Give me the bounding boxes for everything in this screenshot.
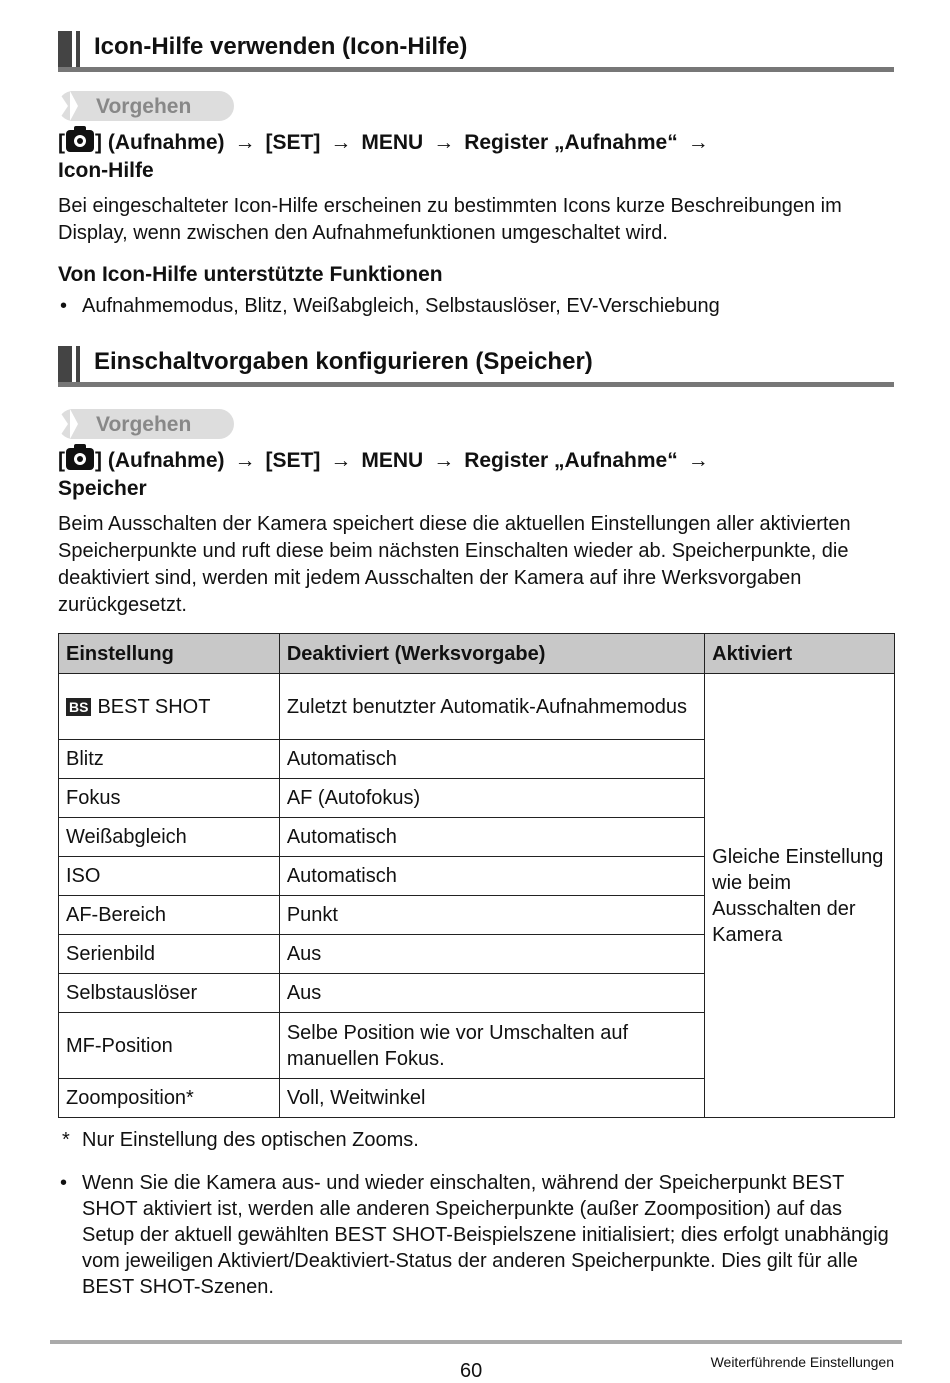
menu-path: [ ] (Aufnahme) → [SET] → MENU → Register „Aufnahme“ → Icon-Hilfe [58, 129, 719, 185]
arrow-right-icon: → [234, 131, 256, 154]
setting-cell: Blitz [59, 740, 280, 779]
path-step: (Aufnahme) [107, 449, 225, 472]
setting-cell: Serienbild [59, 935, 280, 974]
setting-cell: MF-Position [59, 1013, 280, 1079]
memory-settings-table [58, 633, 895, 1118]
heading-bar [76, 31, 80, 71]
footer-section-label: Weiterführende Einstellungen [710, 1354, 894, 1370]
heading-bar [76, 346, 80, 386]
path-step: MENU [361, 449, 424, 472]
table-header-row [59, 634, 895, 674]
setting-cell: BS BEST SHOT [59, 674, 280, 740]
heading-rule [58, 67, 894, 72]
procedure-badge [58, 91, 234, 121]
arrow-right-icon: → [330, 131, 352, 154]
section-title: Einschaltvorgaben konfigurieren (Speicher) [94, 348, 593, 375]
arrow-right-icon: → [433, 131, 455, 154]
list-item: • Aufnahmemodus, Blitz, Weißabgleich, Selbstauslöser, EV-Verschiebung [60, 295, 720, 317]
column-header: Einstellung [59, 634, 280, 674]
camera-icon [66, 130, 94, 152]
arrow-right-icon: → [330, 449, 352, 472]
setting-cell: Zoomposition* [59, 1079, 280, 1118]
setting-cell: ISO [59, 857, 280, 896]
section-title: Icon-Hilfe verwenden (Icon-Hilfe) [94, 33, 468, 60]
procedure-label: Vorgehen [96, 95, 192, 118]
asterisk-marker: * [62, 1129, 70, 1151]
bullet-icon: • [60, 295, 68, 317]
setting-cell: AF-Bereich [59, 896, 280, 935]
column-header: Deaktiviert (Werksvorgabe) [279, 634, 704, 674]
best-shot-icon: BS [66, 698, 91, 716]
setting-cell: Selbstauslöser [59, 974, 280, 1013]
camera-icon [66, 448, 94, 470]
arrow-right-icon: → [687, 131, 709, 154]
disabled-cell: Aus [279, 974, 704, 1013]
enabled-cell: Gleiche Einstellung wie beim Ausschalten der Kamera [705, 674, 895, 1118]
disabled-cell: Automatisch [279, 857, 704, 896]
footer-rule [50, 1340, 902, 1344]
column-header: Aktiviert [705, 634, 895, 674]
arrow-right-icon: → [433, 449, 455, 472]
section-heading-icon-help [58, 31, 894, 71]
path-step: Register „Aufnahme“ [464, 449, 678, 472]
arrow-right-icon: → [687, 449, 709, 472]
heading-bar [58, 31, 72, 71]
path-step: [SET] [265, 449, 321, 472]
path-step: (Aufnahme) [107, 131, 225, 154]
supported-functions-heading: Von Icon-Hilfe unterstützte Funktionen [58, 263, 443, 286]
disabled-cell: Punkt [279, 896, 704, 935]
disabled-cell: Selbe Position wie vor Umschalten auf manuellen Fokus. [279, 1013, 704, 1079]
procedure-badge [58, 409, 234, 439]
arrow-right-icon: → [234, 449, 256, 472]
path-step: Speicher [58, 477, 147, 500]
disabled-cell: Automatisch [279, 818, 704, 857]
bullet-icon: • [60, 1172, 68, 1194]
page-number: 60 [460, 1360, 483, 1382]
path-step: Icon-Hilfe [58, 159, 154, 182]
section-description: Beim Ausschalten der Kamera speichert diese die aktuellen Einstellungen aller aktivierten Speicherpunkte und ruft diese beim nächsten Einschalten wieder ab. Speicherpunkte, die deaktiviert sind, werden mit jedem Ausschalten der Kamera auf ihre Werksvorgaben zurückgesetzt. [58, 513, 851, 616]
table-row [59, 674, 895, 740]
path-step: MENU [361, 131, 424, 154]
path-step: Register „Aufnahme“ [464, 131, 678, 154]
disabled-cell: Automatisch [279, 740, 704, 779]
procedure-label: Vorgehen [96, 413, 192, 436]
disabled-cell: Zuletzt benutzter Automatik-Aufnahmemodus [279, 674, 704, 740]
setting-cell: Weißabgleich [59, 818, 280, 857]
section-heading-memory [58, 346, 894, 386]
setting-cell: Fokus [59, 779, 280, 818]
disabled-cell: Voll, Weitwinkel [279, 1079, 704, 1118]
path-step: [SET] [265, 131, 321, 154]
list-item: • Wenn Sie die Kamera aus- und wieder einschalten, während der Speicherpunkt BEST SHOT aktiviert ist, werden alle anderen Speicherpunkte (außer Zoomposition) auf das Setup der aktuell gewählten BEST SHOT-Beispielszene initialisiert; dies erfolgt unabhängig vom jeweiligen Aktiviert/Deaktiviert-Status der anderen Speicherpunkte. Dies gilt für alle BEST SHOT-Szenen. [60, 1172, 889, 1298]
heading-rule [58, 382, 894, 387]
disabled-cell: AF (Autofokus) [279, 779, 704, 818]
section-description: Bei eingeschalteter Icon-Hilfe erscheinen zu bestimmten Icons kurze Beschreibungen im Display, wenn zwischen den Aufnahmefunktionen umgeschaltet wird. [58, 195, 842, 244]
heading-bar [58, 346, 72, 386]
disabled-cell: Aus [279, 935, 704, 974]
menu-path: [ ] (Aufnahme) → [SET] → MENU → Register „Aufnahme“ → Speicher [58, 447, 719, 503]
footnote: * Nur Einstellung des optischen Zooms. [62, 1129, 419, 1151]
